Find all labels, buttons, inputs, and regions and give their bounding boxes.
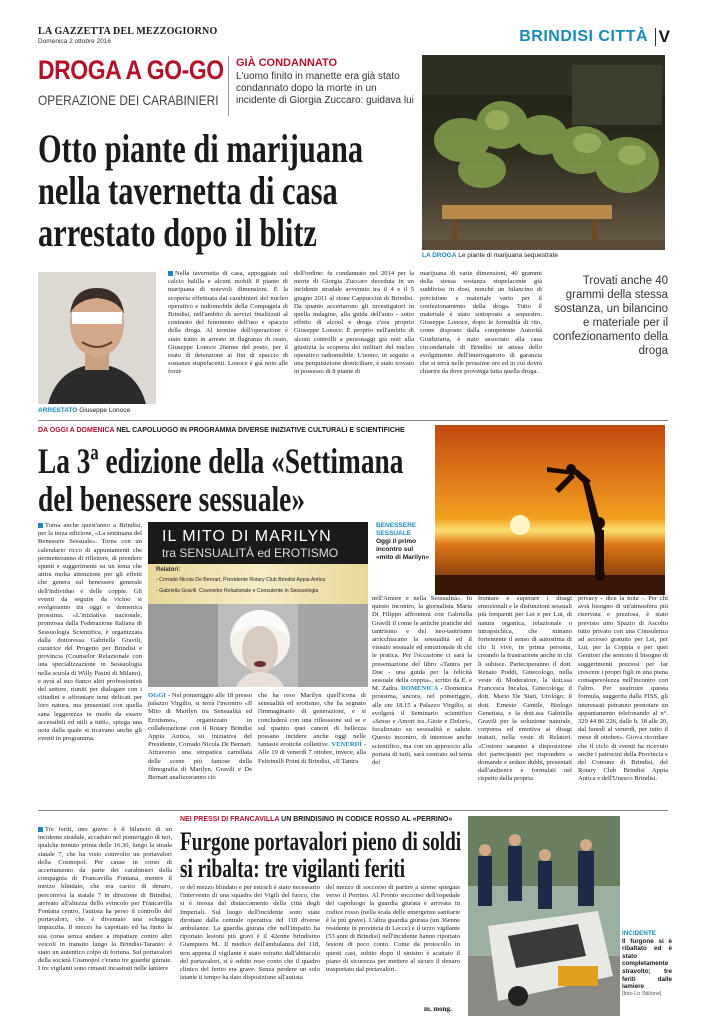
bullet-icon (38, 827, 43, 832)
poster-relatori: Relatori: (156, 567, 181, 573)
body-text: Tre feriti, uno grave: è il bilancio di un incidente stradale, accaduto nel pomeriggio di ieri, qualche minuto prima delle 16.30, lungo la strada statale 7, che ha visto coinvolto un portavalori della Cosmopol. Per cause in corso di accertamento da parte dei carabinieri della compagnia di Francavilla Fontana, mentre il mezzo blindato, che era carico di denaro, percorreva la statale 7 in direzione di Brindisi, arrivato all'altezza dello svincolo per Francavilla Fontana centro, l'autista ha perso il controllo del portavalori, che è diventato una scheggia impazzita. Il mezzo ha capottato ed ha finito la sua corsa senza andare a impattare contro altri veicoli in transito lungo la Brindisi-Taranto: è stato un autentico colpo di fortuna. Sul portavalori della società Cosmopol c'erano tre guardie giurate. I tre vigilanti sono rimasti incastrati nelle lamiere (38, 826, 172, 973)
accident-photo (468, 816, 620, 1016)
caption-text: Il furgone si è ribaltato ed è stato completamente stravolto; tre feriti dalle lamiere (622, 937, 672, 991)
plants-illustration (422, 55, 665, 250)
body-text: frontare e superare i disagi emozionali e le disfunzioni sessuali più frequenti per Lei e per Lui, di natura organica, relazionale o intrapsichica, che minano fortemente il senso di autostima di chi li vive, in prima persona, creando la frustrazione anche in chi li subisce. Parteciperanno il dott. Renato Poddi, Ginecologo, nella veste di Moderatore, la dott.ssa Francesca Incalza, Ginecologa; il dott. Mario De Siati, Urologo; il dott. Ernesto Gentile, Biologo Genetista, e la dott.ssa Gabriella Gravili per la soluzione naturale, corporea ed emotiva ai disagi trattati, nella veste di Relatori. «Costoro saranno a disposizione dei partecipanti per rispondere a domande e sedare dubbi, presentati dall'audience e formulati nel rispetto della propria (478, 595, 572, 783)
story2-column-1 (38, 522, 142, 804)
story3-column-2 (180, 884, 320, 1016)
story1-subkicker: OPERAZIONE DEI CARABINIERI (38, 92, 219, 108)
story1-kicker: DROGA A GO-GO (38, 55, 224, 85)
day-label: OGGI (148, 692, 166, 699)
body-text: Torna anche quest'anno a Brindisi, per la terza edizione, «La settimana del Benessere Sessuale». Torna con un calendario ricco di appuntamenti che permetteranno di riflettere, di prendere spunti e suggerimenti su un tema che attira molta attenzione per gli effetti che genera sul benessere generale dell'individuo e delle coppie. Gli eventi da seguire da vicino si svolgeranno tra oggi e domenica prossima. «L'iniziativa nazionale, promossa dalla Federazione Italiana di Sessuologia Scientifica, è organizzata dalla dottoressa Gabriella Gravili, curatrice del Progetto per Brindisi e provincia (Counselor Relazionale con una specializzazione in Sessuologia nella scuola di Willy Pasini di Milano), e avrà al suo fianco altri professionisti del settore, riuniti per dialogare con i cittadini e affrontare temi delicati per loro natura, ma presentati con quella sana leggerezza in modo da essere accessibili ed utili a tutti», spiega una nota dalla quale si ricavano anche gli eventi in programma. (38, 522, 142, 743)
body-text: privacy - dice la nota -. Per chi avrà bisogno di un'atmosfera più riservata e preziosa, è stato previsto uno Spazio di Ascolto tutto privato con una Consulenza ad accesso gratuito per Lei, per Lui, per la Coppia e per quei Genitori che sentono il bisogno di suggerimenti preziosi per far crescere i propri figli in una piena consapevolezza nell'incontro con l'altro. Per usufruire questa formula, suggerita dalla FISS, gli interessati potranno prenotare un appuntamento telefonando al n°. 329 44 86 226, dalle h. 18 alle 20, dal lunedì al venerdì, per tutto il mese di ottobre». Giova ricordare che il ciclo di eventi ha ricevuto anche i patrocini della Provincia e del Comune di Brindisi, del Rotary Club Brindisi Appia Antica e dell'Unesco Brindisi. (578, 595, 668, 783)
marilyn-portrait (148, 604, 368, 687)
story1-column-3 (420, 270, 542, 416)
poster-banner (148, 564, 368, 604)
poster-speaker-2: - Gabriella Gravili, Counselor Relazionale e Consulente in Sessuologia (156, 588, 319, 594)
section-title: BRINDISI CITTÀ (519, 28, 648, 45)
kicker-red: DA OGGI A DOMENICA (38, 427, 115, 434)
story2-kicker (38, 427, 405, 434)
headline-line: del benessere sessuale» (38, 479, 306, 519)
caption-label: LA DROGA (422, 252, 457, 259)
divider (38, 810, 668, 811)
masthead (38, 26, 678, 52)
story1-headline (38, 128, 418, 254)
day-label: DOMENICA (400, 685, 439, 693)
page-number: V (658, 27, 670, 46)
body-text: che ha reso Marilyn quell'icona di sensualità ed erotismo, che ha segnato l'immaginario di generazioni, e si concluderà con una riflessione sul se e sul quanto quei canoni di bellezza possano incidere anche oggi nelle fantasie erotiche collettive. (258, 692, 366, 749)
body-text: re del mezzo blindato e per estrarli è stato necessario l'intervento di una squadra dei Vigili del fuoco, che si è mossa dal distaccamento della città degli Imperiali. Sul luogo dell'incidente sono state dirottate dalla centrale operativa del 118 diverse ambulanze. La guardia giurata che nell'impatto ha riportato lesioni più gravi è il 42enne brindisino Giampiero M.. Il medico dell'ambulanza del 118, non appena il vigilante è stato estratto dall'abitacolo del portavalori, si è subito reso conto che il quadro clinico del ferito era grave. Senza perdere un solo istante ti tempo ha dato disposizione all'autista (180, 884, 320, 982)
story2-column-3: che ha reso Marilyn quell'icona di sensualità ed erotismo, che ha segnato l'immaginario di generazioni, e si concluderà con una riflessione sul se e sul quanto quei canoni di bellezza possano incidere anche oggi nelle fantasie erotiche collettive. VENERDÌ - Alle 19 di venerdì 7 ottobre, invece, alla Feltrinelli Point di Brindisi, «Il Tantra (258, 692, 366, 765)
story1-column-1 (168, 270, 288, 416)
body-text: del mezzo di soccorso di partire a sirene spiegate verso il Perrino. Al Pronto soccorso dell'ospedale del capoluogo la guardia giurata è arrivata in codice rosso (nella scala delle emergenze sanitarie è la più grave). L'altra guardia giurata (un 36enne residente in provincia di Lecce) e il terzo vigilante (53 anni di Brindisi) nell'incidente hanno riportato lesioni di poco conto. Come da protocollo in questi casi, subito dopo il sinistro è scattato il piano di sicurezza per mettere al sicuro il denaro trasportato dal portavalori. (326, 884, 460, 974)
bullet-icon (168, 271, 173, 276)
headline-line: arrestato dopo il blitz (38, 210, 317, 255)
bullet-icon (38, 523, 43, 528)
story3-kicker (180, 816, 452, 823)
story1-side-label: GIÀ CONDANNATO (236, 57, 338, 69)
sunset-couple-photo (435, 425, 665, 595)
divider (228, 56, 229, 116)
story3-headline (180, 828, 470, 882)
caption-label: INCIDENTE (622, 930, 656, 937)
story1-pullquote: Trovati anche 40 grammi della stessa sostanza, un bilancino e materiale per il confezionamento della droga (552, 275, 668, 357)
byline: m. mong. (424, 1005, 452, 1013)
story2-photo-caption (376, 522, 432, 562)
headline-line: nella tavernetta di casa (38, 168, 338, 213)
story2-column-5 (478, 595, 572, 804)
day-label: VENERDÌ (331, 741, 362, 749)
issue-date: Domenica 2 ottobre 2016 (38, 38, 111, 45)
poster-subtitle: tra SENSUALITÀ ed EROTISMO (162, 546, 339, 560)
body-text: nell'Amore e nella Sessualità». In questo incontro, la giornalista Maria Di Filippo affronterà con Gabriella Gravili il come le antiche pratiche del tantrismo e del neo-tantrismo arricchiscano la sessualità ed il vissuto sessuale ed emozionale di chi le pratica. Per l'occasione ci sarà la presentazione del libro «Tantra per Due - una guida per la felicità sessuale della coppia», scritto da E. e M. Zadra. (372, 595, 472, 693)
marijuana-photo (422, 55, 665, 250)
body-text: Nel pomeriggio alle 18 presso palazzo Virgilio, si terrà l'incontro «Il Mito di Marilyn tra Sensualità ed Erotismo», organizzato in collaborazione con il Rotary Brindisi Appia Antica, su iniziativa del Presidente, Corrado Nicola De Bernart. Attraverso una simpatica carrellata delle scene più famose della filmografia di Marilyn, Gravili e De Bernart analizzeranno ciò (148, 692, 252, 782)
paper-name: LA GAZZETTA DEL MEZZOGIORNO (38, 26, 218, 37)
headline-line: Furgone portavalori pieno di soldi (180, 827, 462, 856)
kicker-text: NEL CAPOLUOGO IN PROGRAMMA DIVERSE INIZIATIVE CULTURALI E SCIENTIFICHE (116, 427, 405, 434)
portrait-caption (38, 407, 130, 414)
caption-text: Le piante di marijuana sequestrate (458, 252, 558, 259)
body-text: Alle 19 di venerdì 7 ottobre, invece, alla Feltrinelli Point di Brindisi, «Il Tantra (258, 749, 366, 765)
caption-text: Giuseppe Lonoce (79, 407, 131, 414)
headline-line: Otto piante di marijuana (38, 126, 364, 171)
divider (655, 28, 656, 46)
story1-column-2 (294, 270, 414, 416)
kicker-text: UN BRINDISINO IN CODICE ROSSO AL «PERRINO» (281, 816, 453, 823)
photo-credit: [foto Lo Stiilone] (622, 990, 662, 997)
body-text: marijuana di varie dimensioni, 40 grammi della stessa sostanza stupefacente già suddivisa in dosi, nonché un bilancino di precisione e materiale vario per il confezionamento della droga. Tutto il materiale è stato sottoposto a sequestro. Giuseppe Lonoce, dopo le formalità di rito, come disposto dalla competente Autorità Giudiziaria, è stato associato alla casa circondariale di Brindisi in attesa dello svolgimento dell'interrogatorio di garanzia che si terrà nelle prossime ore ed in cui dovrà chiarire da dove provenga tutta quella droga. (420, 270, 542, 376)
caption-text: Oggi il primo incontro sul «mito di Marilyn» (376, 538, 430, 561)
story2-headline (38, 442, 438, 518)
story1-side-text: L'uomo finito in manette era già stato condannato dopo la morte in un incidente di Giorgia Zuccaro: guidava lui (236, 71, 414, 106)
arrestee-portrait (38, 272, 156, 404)
poster-speaker-1: - Corrado Nicola De Bernart, Presidente Rotary Club Brindisi Appia Antica (156, 577, 326, 583)
headline-line: si ribalta: tre vigilanti feriti (180, 854, 406, 883)
body-text: Domenica prossima, ancora, nel pomeriggio, alle ore 18.15 a Palazzo Virgilio, si svolgerà il Seminario scientifico «Sesso e Amori tra..Gioie e Dolori», focalizzato su sessualità e salute. Questo incontro, di interesse anche scientifico, ma con un approccio alla portata di tutti, sarà centrato sul tema del (372, 685, 472, 767)
marilyn-poster (148, 522, 368, 687)
photo-caption (422, 252, 558, 259)
story2-column-6 (578, 595, 668, 804)
story2-column-4: nell'Amore e nella Sessualità». In questo incontro, la giornalista Maria Di Filippo affronterà con Gabriella Gravili il come le antiche pratiche del tantrismo e del neo-tantrismo arricchiscano la sessualità ed il vissuto sessuale ed emozionale di chi le pratica. Per l'occasione ci sarà la presentazione del libro «Tantra per Due - una guida per la felicità sessuale della coppia», scritto da E. e M. Zadra. DOMENICA - Domenica prossima, ancora, nel pomeriggio, alle ore 18.15 a Palazzo Virgilio, si svolgerà il Seminario scientifico «Sesso e Amori tra..Gioie e Dolori», focalizzato su sessualità e salute. Questo incontro, di interesse anche scientifico, ma con un approccio alla portata di tutti, sarà centrato sul tema del (372, 595, 472, 767)
caption-label: BENESSERE SESSUALE (376, 522, 417, 537)
sunset-illustration (435, 425, 665, 595)
poster-title: IL MITO DI MARILYN (162, 528, 332, 545)
story2-column-2: OGGI - Nel pomeriggio alle 18 presso palazzo Virgilio, si terrà l'incontro «Il Mito di Marilyn tra Sensualità ed Erotismo», organizzato in collaborazione con il Rotary Brindisi Appia Antica, su iniziativa del Presidente, Corrado Nicola De Bernart. Attraverso una simpatica carrellata delle scene più famose della filmografia di Marilyn, Gravili e De Bernart analizzeranno ciò (148, 692, 252, 782)
story3-column-3 (326, 884, 460, 1002)
divider (38, 420, 668, 421)
accident-illustration (468, 816, 620, 1016)
story3-photo-caption (622, 930, 672, 998)
portrait-illustration (38, 272, 156, 404)
body-text: dell'ordine: fu condannato nel 2014 per la morte di Giorgia Zuccaro deceduta in un incidente stradale avvenuto tra il 4 e il 5 giugno 2011 al rione Cappuccini di Brindisi. Da quanto accertarono gli investigatori in quella indagine, alla guida dell'auto - sotto effetto di alcool e droga c'era proprio Giuseppe Lonoce. È proprio nell'ambito di alcuni controlli a personaggi già noti alla giustizia la scoperta dei militari del nucleo operativo radiomobile. L'uomo, in seguito a una perquisizione domiciliare, è stato trovato in possesso di 8 piante di (294, 270, 414, 376)
caption-label: ARRESTATO (38, 407, 78, 414)
story3-column-1 (38, 826, 172, 1016)
kicker-red: NEI PRESSI DI FRANCAVILLA (180, 816, 280, 823)
headline-line: La 3ª edizione della «Settimana (38, 441, 404, 481)
body-text: Nella tavernetta di casa, appoggiate sul calcio balilla e alcuni mobili 8 piante di marijuana di notevoli dimensioni. È la scoperta effettuata dai carabinieri del nucleo operativo e radiomobile della Compagnia di Brindisi, nell'ambito di servizi finalizzati al contrasto del fenomeno dell'uso e spaccio della droga. Al termine dell'operazione è stato tratto in arresto in flagranza di reato, Giuseppe Lonoce 26enne del posto, per il reato di detenzione ai fini di spaccio di sostanze stupefacenti. Lonoce è già noto alle forze (168, 270, 288, 376)
